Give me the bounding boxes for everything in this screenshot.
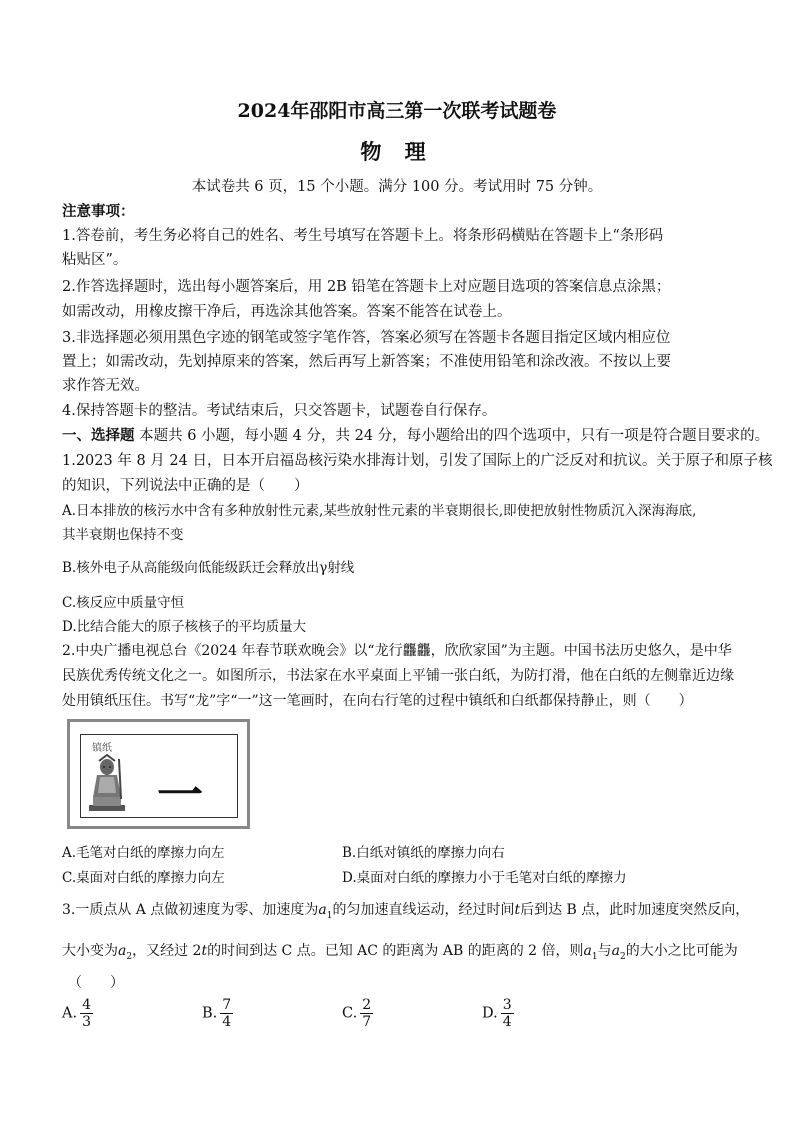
section-1-label: 一、选择题 (62, 427, 135, 444)
paper-sheet (80, 734, 238, 822)
q1-option-b: B.核外电子从高能级向低能级跃迁会释放出γ射线 (62, 560, 355, 576)
fraction: $\frac{2}{7}$ (362, 997, 372, 1030)
brush-stroke: 一 (157, 768, 203, 822)
notes-line: 4.保持答题卡的整洁。考试结束后，只交答题卡，试题卷自行保存。 (62, 403, 497, 419)
q3-stem-line-2: 大小变为$a_2$，又经过 2t的时间到达 C 点。已知 AC 的距离为 AB 的距离的 2 倍，则$a_1$与$a_2$的大小之比可能为 (62, 943, 738, 962)
section-1-text: 本题共 6 小题，每小题 4 分，共 24 分，每小题给出的四个选项中，只有一项是符合题目要求的。 (134, 428, 770, 444)
q2-stem: 民族优秀传统文化之一。如图所示，书法家在水平桌面上平铺一张白纸，为防打滑，他在白纸的左侧靠近边缘 (62, 668, 734, 684)
fraction: $\frac{4}{3}$ (82, 997, 92, 1030)
notes-line: 粘贴区”。 (62, 252, 128, 268)
notes-line: 2.作答选择题时，选出每小题答案后，用 2B 铅笔在答题卡上对应题目选项的答案信息点涂黑； (62, 279, 671, 295)
fraction: $\frac{7}{4}$ (222, 997, 232, 1030)
calligraphy-figure (67, 719, 250, 829)
q3-option-a: A. $\frac{4}{3}$ (62, 997, 92, 1030)
paperweight-icon (85, 753, 129, 813)
q3-option-b: B. $\frac{7}{4}$ (202, 997, 232, 1030)
section-1-header (62, 424, 769, 445)
q3-stem-line-1: 3.一质点从 A 点做初速度为零、加速度为$a_1$的匀加速直线运动，经过时间t后到达 B 点，此时加速度突然反向， (62, 902, 750, 921)
q1-option-a: 其半衰期也保持不变 (62, 527, 184, 543)
q2-stem: 2.中央广播电视总台《2024 年春节联欢晚会》以“龙行龘龘，欣欣家国”为主题。中国书法历史悠久，是中华 (62, 643, 732, 659)
q3-option-d: D. $\frac{3}{4}$ (482, 997, 512, 1030)
notes-heading: 注意事项： (62, 203, 135, 220)
fraction: $\frac{3}{4}$ (502, 997, 512, 1030)
q1-stem: 的知识，下列说法中正确的是（ ） (62, 478, 309, 494)
q2-option-c: C.桌面对白纸的摩擦力向左 (62, 870, 225, 886)
notes-line: 1.答卷前，考生务必将自己的姓名、考生号填写在答题卡上。将条形码横贴在答题卡上“条形码 (62, 228, 664, 244)
q2-option-a: A.毛笔对白纸的摩擦力向左 (62, 845, 225, 861)
notes-line: 3.非选择题必须用黑色字迹的钢笔或签字笔作答，答案必须写在答题卡各题目指定区域内相应位 (62, 330, 671, 346)
subject-title: 物 理 (360, 139, 434, 164)
q3-answer-paren: （ ） (68, 975, 124, 991)
notes-line: 如需改动，用橡皮擦干净后，再选涂其他答案。答案不能答在试卷上。 (62, 304, 512, 320)
q2-option-d: D.桌面对白纸的摩擦力小于毛笔对白纸的摩擦力 (342, 870, 627, 886)
exam-info: 本试卷共 6 页，15 个小题。满分 100 分。考试用时 75 分钟。 (191, 179, 603, 195)
paperweight-label: 镇纸 (92, 743, 112, 754)
notes-line: 置上；如需改动，先划掉原来的答案，然后再写上新答案；不准使用铅笔和涂改液。不按以上要 (62, 354, 671, 370)
q1-option-a: A.日本排放的核污水中含有多种放射性元素,某些放射性元素的半衰期很长,即使把放射性物质沉入深海海底, (62, 503, 697, 519)
exam-title: 2024年邵阳市高三第一次联考试题卷 (237, 100, 557, 122)
q1-stem: 1.2023 年 8 月 24 日，日本开启福岛核污染水排海计划，引发了国际上的广泛反对和抗议。关于原子和原子核 (62, 453, 773, 469)
q2-option-b: B.白纸对镇纸的摩擦力向右 (342, 845, 505, 861)
q3-option-c: C. $\frac{2}{7}$ (342, 997, 372, 1030)
notes-line: 求作答无效。 (62, 378, 149, 394)
q1-option-d: D.比结合能大的原子核核子的平均质量大 (62, 619, 307, 635)
q1-option-c: C.核反应中质量守恒 (62, 595, 185, 611)
q2-stem: 处用镇纸压住。书写“龙”字“一”这一笔画时，在向右行笔的过程中镇纸和白纸都保持静止，则（ ） (62, 693, 693, 709)
